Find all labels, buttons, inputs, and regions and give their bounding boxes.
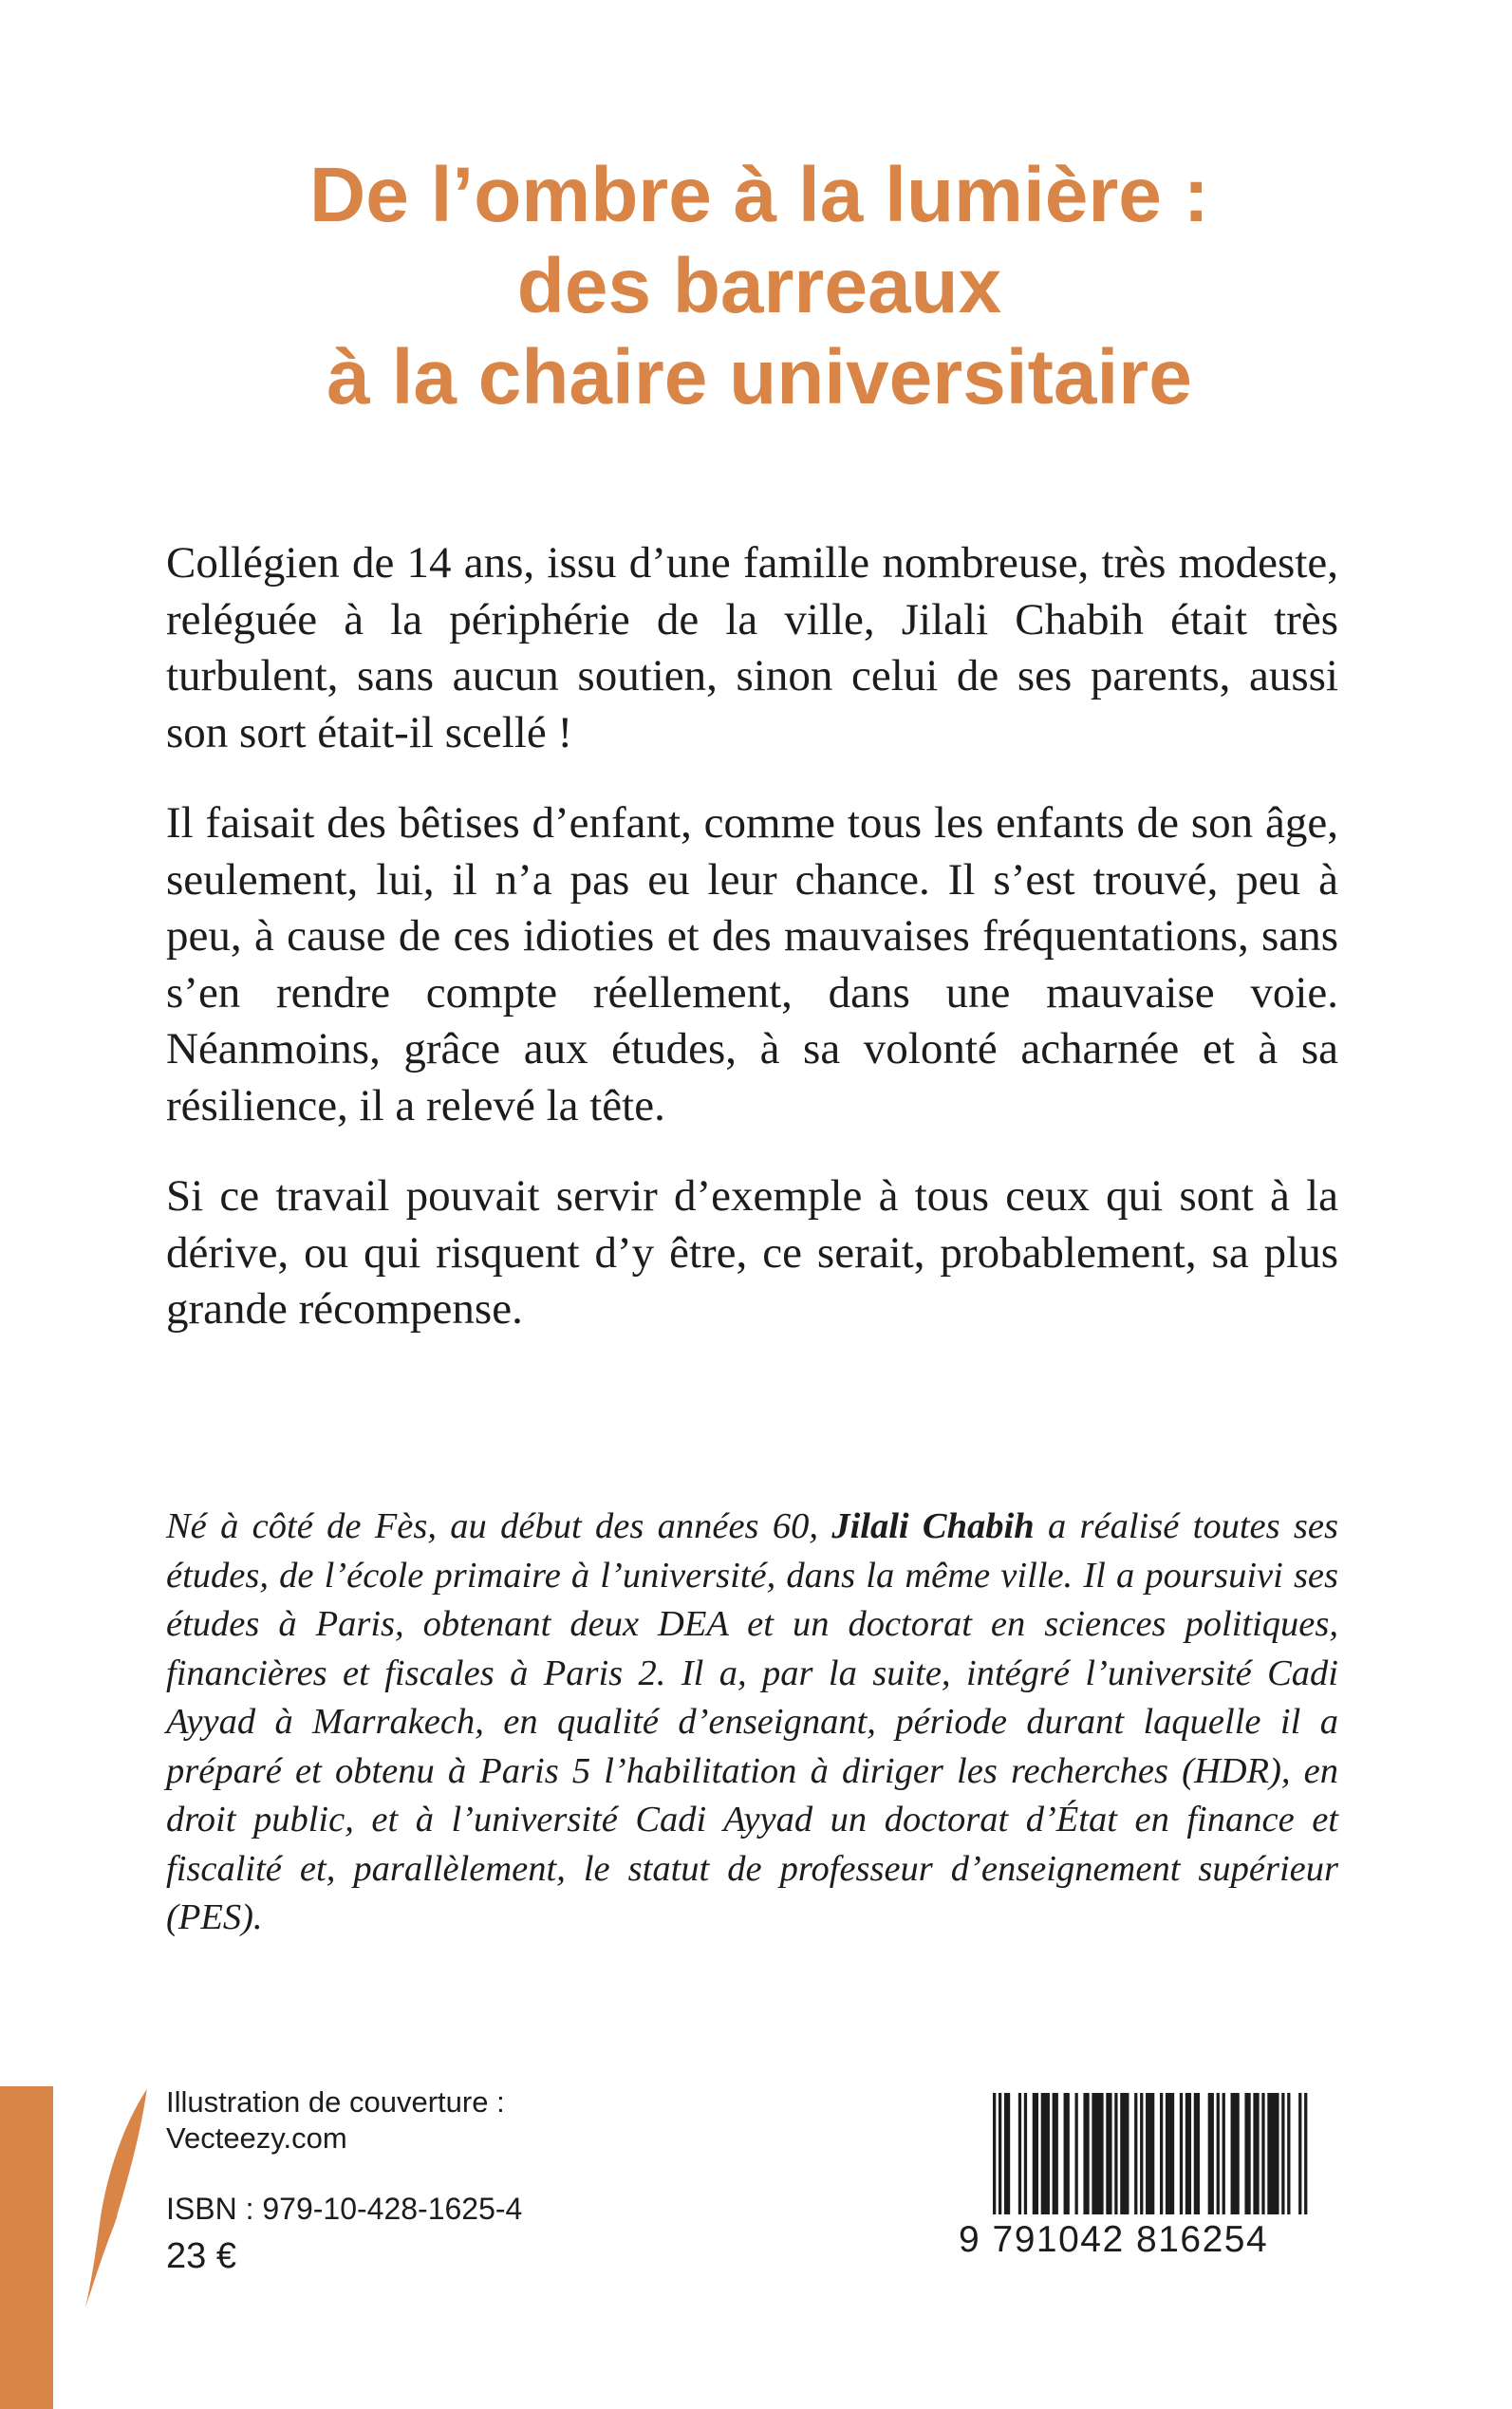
barcode-bar <box>1092 2093 1094 2214</box>
book-title <box>133 150 1386 423</box>
price: 23 € <box>166 2236 236 2276</box>
barcode-bar <box>1267 2093 1270 2214</box>
barcode-bar <box>1120 2093 1123 2214</box>
barcode-bar <box>1273 2093 1276 2214</box>
barcode-bar <box>1126 2093 1129 2214</box>
barcode-bar <box>1086 2093 1089 2214</box>
barcode-bar <box>1064 2093 1067 2214</box>
barcode-bar <box>1287 2093 1290 2214</box>
cover-illustration-credit <box>166 2084 505 2157</box>
barcode-bar <box>1151 2093 1154 2214</box>
barcode-bar <box>1018 2093 1021 2214</box>
barcode-bar <box>1123 2093 1126 2214</box>
barcode-bar <box>1217 2093 1220 2214</box>
barcode-bar <box>1044 2093 1047 2214</box>
barcode-bar <box>1106 2093 1109 2214</box>
barcode-bar <box>1171 2093 1174 2214</box>
bio-text: a réalisé toutes ses études, de l’école primaire à l’université, dans la même ville. Il a poursuivi ses études à Paris, obtenant deux DEA et un doctorat en sciences politiques, financières et fiscales à Paris 2. Il a, par la suite, intégré l’université Cadi Ayyad à Marrakech, en qualité d’enseignant, période durant laquelle il a préparé et obtenu à Paris 5 l’habilitation à diriger les recherches (HDR), en droit public, et à l’université Cadi Ayyad un doctorat d’État en finance et fiscalité et, parallèlement, le statut de professeur d’enseignement supérieur (PES). <box>166 1506 1338 1937</box>
barcode-bar <box>1114 2093 1117 2214</box>
barcode-bar <box>1180 2093 1183 2214</box>
barcode-bar <box>1256 2093 1259 2214</box>
author-name: Jilali Chabih <box>831 1506 1035 1546</box>
barcode-bar <box>993 2093 996 2214</box>
barcode-bar <box>1140 2093 1143 2214</box>
barcode-bar <box>1231 2093 1234 2214</box>
barcode-bar <box>1053 2093 1055 2214</box>
blurb-paragraph-2: Il faisait des bêtises d’enfant, comme tous les enfants de son âge, seulement, lui, il n’a pas eu leur chance. Il s’est trouvé, peu à peu, à cause de ces idioties et des mauvaises fréquentations, sans s’en rendre compte réellement, dans une mauvaise voie. Néanmoins, grâce aux études, à sa volonté acharnée et à sa résilience, il a relevé la tête. <box>166 798 1338 1130</box>
barcode-bar <box>1270 2093 1273 2214</box>
barcode-bar <box>1236 2093 1239 2214</box>
barcode-bar <box>1055 2093 1058 2214</box>
blurb-paragraph-1: Collégien de 14 ans, issu d’une famille nombreuse, très modeste, reléguée à la périphérie de la ville, Jilali Chabih était très turbulent, sans aucun soutien, sinon celui de ses parents, aussi son sort était-il scellé ! <box>166 538 1338 757</box>
barcode-bar <box>1197 2093 1200 2214</box>
barcode-bar <box>1298 2093 1301 2214</box>
barcode-bar <box>1047 2093 1050 2214</box>
barcode-bar <box>1004 2093 1007 2214</box>
barcode-bar <box>1024 2093 1027 2214</box>
barcode-bar <box>999 2093 1001 2214</box>
barcode-bar <box>1097 2093 1100 2214</box>
barcode-bar <box>1168 2093 1171 2214</box>
barcode-bar <box>1276 2093 1279 2214</box>
barcode-bar <box>1148 2093 1151 2214</box>
feather-icon <box>80 2083 156 2311</box>
barcode-bar <box>1223 2093 1225 2214</box>
barcode-bar <box>1188 2093 1191 2214</box>
barcode-bar <box>1100 2093 1103 2214</box>
barcode-bar <box>1033 2093 1036 2214</box>
barcode <box>959 2093 1319 2288</box>
barcode-bars <box>993 2093 1316 2214</box>
author-biography <box>166 1503 1338 1943</box>
barcode-bar <box>1146 2093 1148 2214</box>
barcode-bar <box>1304 2093 1307 2214</box>
accent-side-bar <box>0 2086 53 2409</box>
barcode-bar <box>1194 2093 1197 2214</box>
credit-line-1: Illustration de couverture : <box>166 2085 505 2119</box>
barcode-bar <box>1134 2093 1137 2214</box>
bio-intro: Né à côté de Fès, au début des années 60, <box>166 1506 832 1546</box>
barcode-bar <box>1253 2093 1256 2214</box>
barcode-number: 9 791042 816254 <box>959 2219 1269 2260</box>
title-line-3: à la chaire universitaire <box>327 334 1192 420</box>
barcode-bar <box>1160 2093 1163 2214</box>
barcode-bar <box>1211 2093 1214 2214</box>
barcode-bar <box>1261 2093 1264 2214</box>
title-line-2: des barreaux <box>516 243 1002 329</box>
credit-line-2: Vecteezy.com <box>166 2121 347 2155</box>
isbn: ISBN : 979-10-428-1625-4 <box>166 2192 523 2226</box>
blurb-paragraph-3: Si ce travail pouvait servir d’exemple à tous ceux qui sont à la dérive, ou qui risquent d’y être, ce serait, probablement, sa plus grande récompense. <box>166 1171 1338 1334</box>
barcode-bar <box>1083 2093 1086 2214</box>
barcode-bar <box>1244 2093 1247 2214</box>
barcode-bar <box>1166 2093 1168 2214</box>
barcode-bar <box>1234 2093 1237 2214</box>
barcode-bar <box>1208 2093 1211 2214</box>
barcode-bar <box>1067 2093 1070 2214</box>
barcode-bar <box>1041 2093 1044 2214</box>
barcode-bar <box>1074 2093 1077 2214</box>
barcode-bar <box>1036 2093 1038 2214</box>
barcode-bar <box>1281 2093 1284 2214</box>
barcode-bar <box>1007 2093 1010 2214</box>
barcode-bar <box>1109 2093 1111 2214</box>
barcode-bar <box>1185 2093 1188 2214</box>
title-line-1: De l’ombre à la lumière : <box>309 152 1209 238</box>
barcode-bar <box>1094 2093 1097 2214</box>
barcode-bar <box>1247 2093 1250 2214</box>
back-cover-blurb <box>166 535 1338 1373</box>
